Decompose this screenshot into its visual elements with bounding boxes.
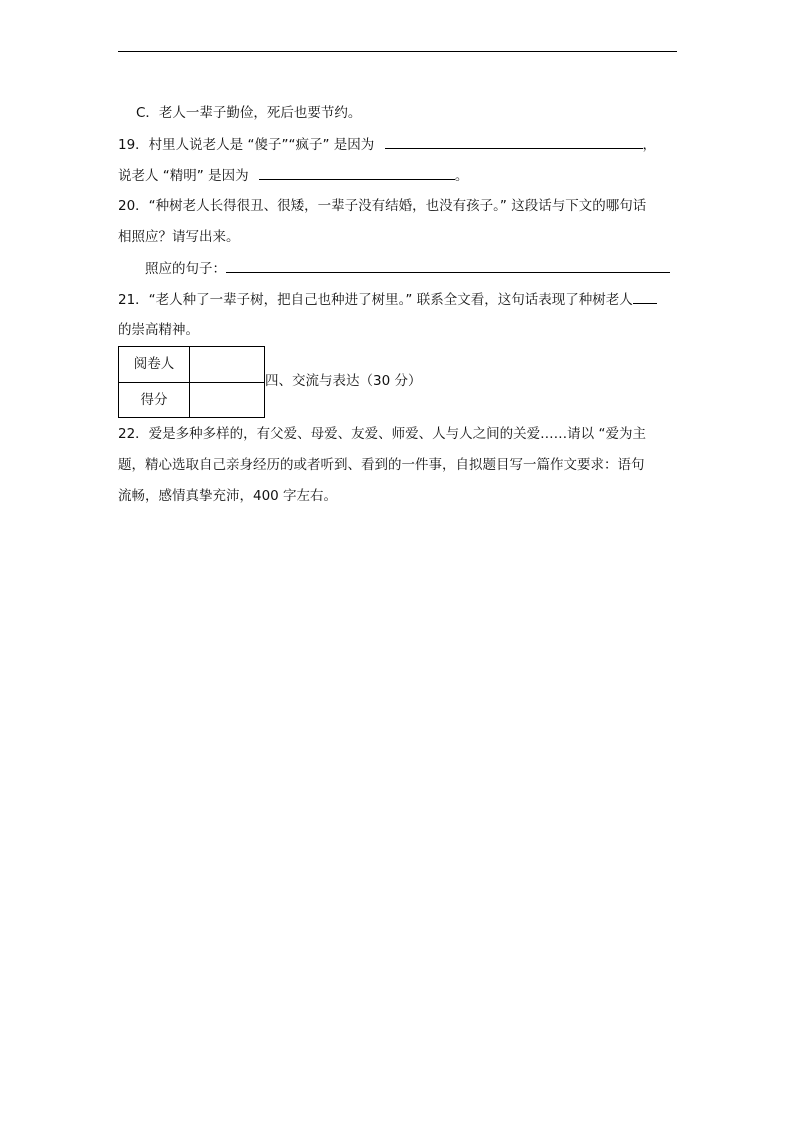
q19-answer-blank-1[interactable] (385, 134, 643, 149)
q22-text-3: 流畅，感情真挚充沛，400 字左右。 (118, 488, 338, 504)
q20-answer-label: 照应的句子： (145, 261, 226, 277)
option-c-text: C．老人一辈子勤俭，死后也要节约。 (136, 105, 362, 121)
q20-text-2: 相照应？请写出来。 (118, 229, 240, 245)
q21-line1 (118, 289, 657, 310)
q20-answer-line (145, 258, 670, 279)
q19-comma: ， (642, 137, 657, 153)
section-4-title: 四、交流与表达（30 分） (265, 373, 422, 389)
q22-text-2: 题，精心选取自己亲身经历的或者听到、看到的一件事，自拟题目写一篇作文要求：语句 (118, 457, 645, 473)
q19-line2 (118, 165, 468, 186)
q22-line2 (118, 455, 645, 475)
q21-answer-blank[interactable] (633, 289, 657, 304)
q20-line1 (118, 196, 646, 216)
q22-line3 (118, 486, 337, 506)
q19-text: 19．村里人说老人是 “傻子”“疯子” 是因为 (118, 137, 375, 153)
q19-period: 。 (454, 168, 469, 184)
header-rule (118, 51, 677, 52)
q19-text-2: 说老人 “精明” 是因为 (118, 168, 249, 184)
q20-text: 20．“种树老人长得很丑、很矮，一辈子没有结婚，也没有孩子。” 这段话与下文的哪句话 (118, 198, 647, 214)
q22-line1 (118, 424, 646, 444)
score-label: 得分 (140, 392, 168, 408)
q19-line1 (118, 134, 656, 155)
q20-answer-blank[interactable] (226, 258, 670, 273)
q21-text: 21．“老人种了一辈子树，把自己也种进了树里。” 联系全文看，这句话表现了种树老人 (118, 292, 633, 308)
q21-line2 (118, 320, 199, 340)
score-table (118, 346, 265, 418)
q20-line2 (118, 227, 240, 247)
option-c (136, 103, 361, 123)
reviewer-label: 阅卷人 (133, 356, 175, 372)
q22-text: 22．爱是多种多样的，有父爱、母爱、友爱、师爱、人与人之间的关爱……请以 “爱为主 (118, 426, 646, 442)
q19-answer-blank-2[interactable] (259, 165, 455, 180)
q21-text-2: 的崇高精神。 (118, 322, 199, 338)
